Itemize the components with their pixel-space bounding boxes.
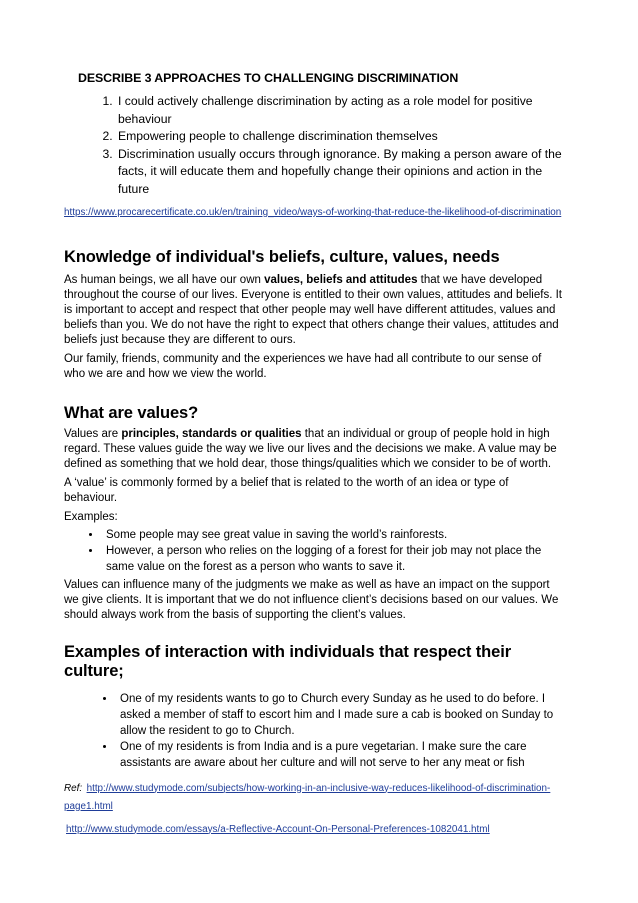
list-item: 3. Discrimination usually occurs through ignorance. By making a person aware of the facts, it will educate them and hopefully change their opinions and action in the future bbox=[116, 146, 563, 199]
heading-values: What are values? bbox=[64, 404, 199, 422]
values-examples-list bbox=[64, 527, 564, 576]
reference-block bbox=[64, 778, 563, 814]
source-link-block bbox=[64, 202, 563, 220]
section-title-discrimination: DESCRIBE 3 APPROACHES TO CHALLENGING DISCRIMINATION bbox=[78, 71, 459, 85]
text-run: Values are bbox=[64, 428, 122, 440]
list-item: • One of my residents is from India and is a pure vegetarian. I make sure the care assistants are aware about her culture and will not serve to her any meat or fish bbox=[116, 739, 563, 771]
studymode-link-2[interactable]: http://www.studymode.com/essays/a-Reflective-Account-On-Personal-Preferences-1082041.html bbox=[66, 823, 490, 835]
interaction-examples-list bbox=[78, 691, 563, 772]
list-item: • However, a person who relies on the logging of a forest for their job may not place the same value on the forest as a person who wants to save it. bbox=[102, 543, 564, 575]
heading-knowledge: Knowledge of individual's beliefs, culture, values, needs bbox=[64, 248, 500, 266]
document-content bbox=[64, 71, 563, 837]
values-paragraph-2: A ‘value’ is commonly formed by a belief that is related to the worth of an idea or type of behaviour. bbox=[64, 477, 509, 504]
list-item: • One of my residents wants to go to Church every Sunday as he used to do before. I asked a member of staff to escort him and I made sure a cab is booked on Sunday to allow the resident to go to Church. bbox=[116, 691, 563, 740]
reference-block-2 bbox=[66, 819, 563, 837]
procare-link[interactable]: https://www.procarecertificate.co.uk/en/training_video/ways-of-working-that-reduce-the-likelihood-of-discrimination bbox=[64, 207, 562, 218]
heading-examples: Examples of interaction with individuals that respect their culture; bbox=[64, 642, 512, 680]
bold-run: values, beliefs and attitudes bbox=[264, 274, 418, 286]
values-paragraph-1 bbox=[64, 427, 564, 472]
list-item: 2. Empowering people to challenge discrimination themselves bbox=[116, 128, 563, 146]
knowledge-paragraph-1 bbox=[64, 273, 564, 348]
bold-run: principles, standards or qualities bbox=[121, 428, 302, 440]
text-run: that we have developed throughout the course of our lives. Everyone is entitled to their own values, attitudes and beliefs. It is important to accept and respect that other people may well have different attitudes, values and beliefs than you. We do not have the right to expect that others change their values, attitudes and beliefs just because they are different to ours. bbox=[64, 274, 562, 346]
approaches-list bbox=[78, 93, 563, 198]
list-item: • Some people may see great value in saving the world’s rainforests. bbox=[102, 527, 564, 543]
values-paragraph-3: Values can influence many of the judgments we make as well as have an impact on the support we give clients. It is important that we do not influence client’s decisions based on our values. We should always work from the basis of supporting the client’s values. bbox=[64, 578, 559, 621]
values-text bbox=[64, 427, 564, 623]
list-item: 1. I could actively challenge discrimination by acting as a role model for positive behaviour bbox=[116, 93, 563, 128]
ref-label: Ref: bbox=[64, 782, 83, 794]
examples-label: Examples: bbox=[64, 511, 118, 523]
knowledge-text bbox=[64, 273, 564, 382]
knowledge-paragraph-2: Our family, friends, community and the experiences we have had all contribute to our sense of who we are and how we view the world. bbox=[64, 353, 542, 380]
text-run: As human beings, we all have our own bbox=[64, 274, 265, 286]
studymode-link-1[interactable]: http://www.studymode.com/subjects/how-working-in-an-inclusive-way-reduces-likelihood-of-discrimination-page1.html bbox=[64, 782, 551, 812]
text-run: that an individual or group of people hold in high regard. These values guide the way we live our lives and the decisions we make. A value may be defined as something that we hold dear, those things/qualities which we consider to be of worth. bbox=[64, 428, 557, 470]
